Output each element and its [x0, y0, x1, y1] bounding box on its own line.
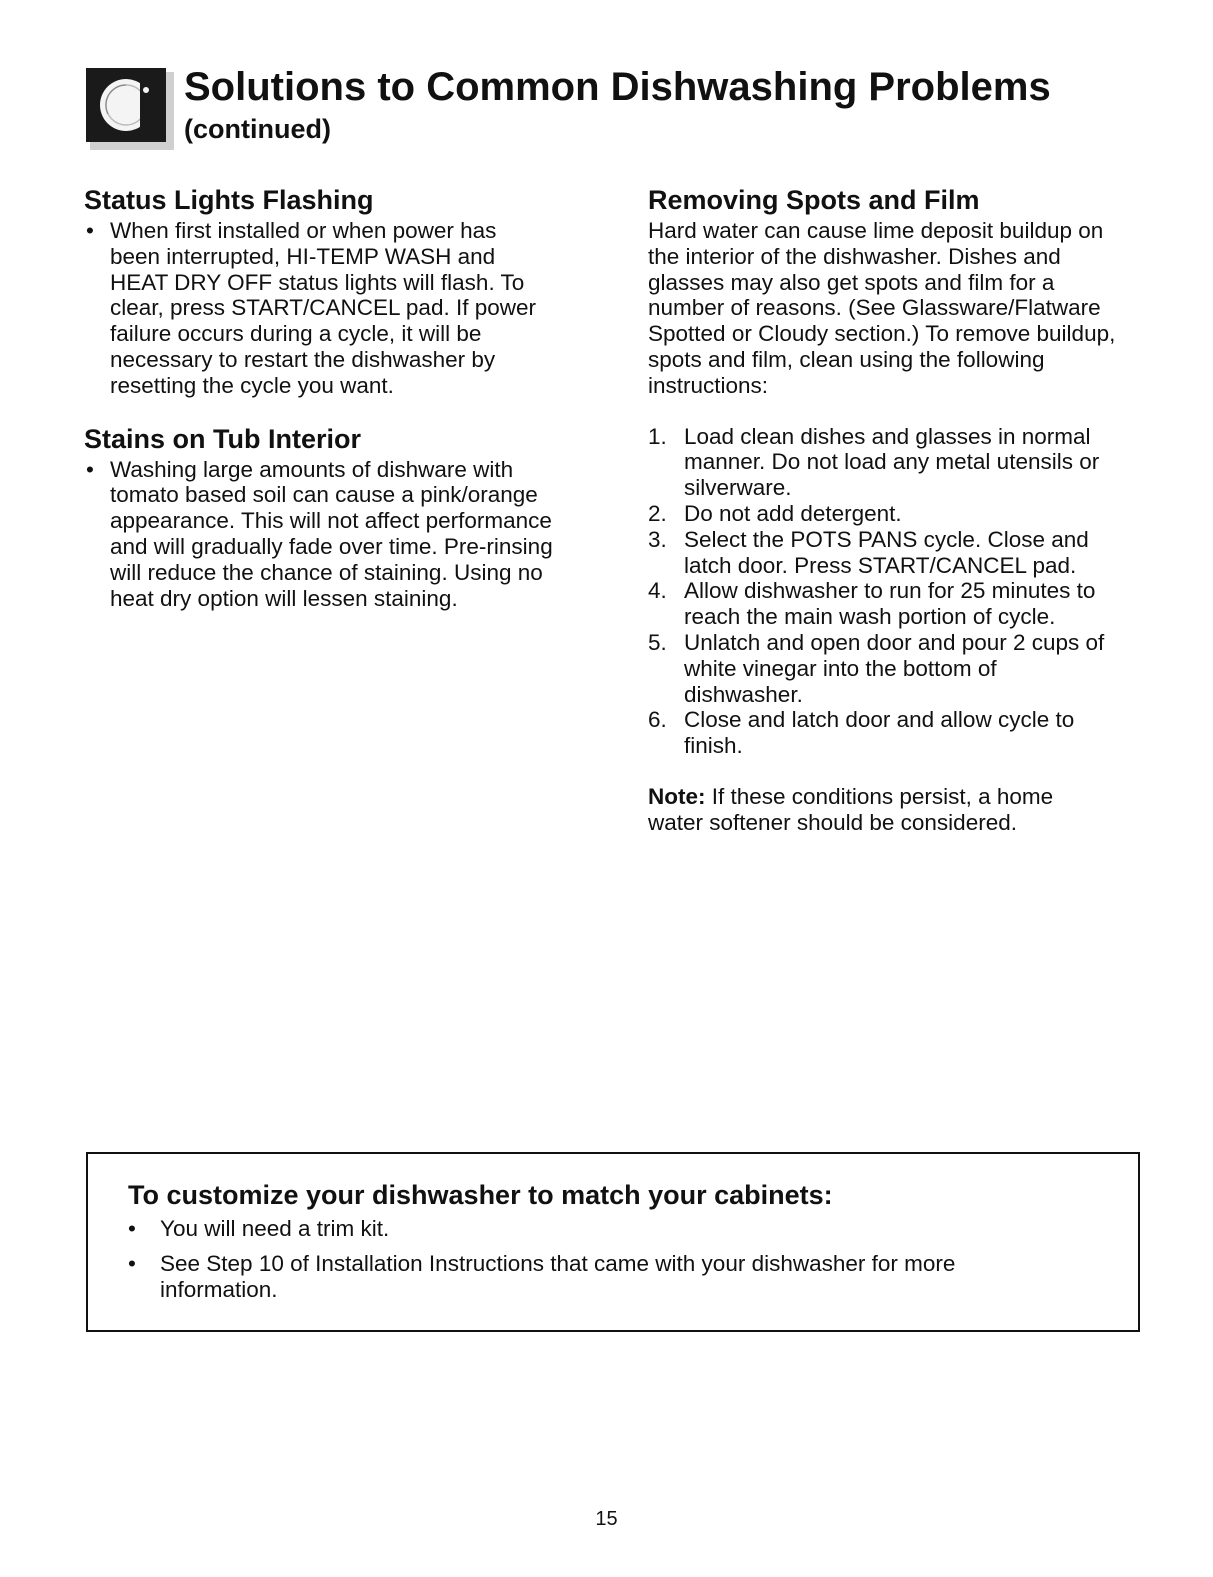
step-number: 4.	[648, 578, 667, 604]
spots-film-heading: Removing Spots and Film	[648, 185, 980, 215]
list-item	[84, 218, 584, 399]
step-item	[648, 527, 1158, 579]
status-lights-list	[84, 218, 584, 399]
customize-box-list	[128, 1216, 1028, 1312]
text-line: Load clean dishes and glasses in normal	[684, 423, 1091, 449]
text-line: Do not add detergent.	[684, 500, 902, 526]
list-item	[128, 1251, 1028, 1303]
text-line: Washing large amounts of dishware with	[110, 456, 514, 482]
text-line: reach the main wash portion of cycle.	[684, 604, 1056, 630]
step-item	[648, 501, 1158, 527]
text-line: clear, press START/CANCEL pad. If power	[110, 295, 536, 321]
step-item	[648, 578, 1158, 630]
text-line: Close and latch door and allow cycle to	[684, 707, 1075, 733]
text-line: water softener should be considered.	[648, 809, 1017, 835]
text-line: necessary to restart the dishwasher by	[110, 346, 496, 372]
text-line: silverware.	[684, 475, 792, 501]
note-text: If these conditions persist, a home	[705, 783, 1054, 809]
text-line: heat dry option will lessen staining.	[110, 585, 458, 611]
bullet-icon: •	[128, 1251, 136, 1276]
note-label: Note:	[648, 783, 706, 809]
spots-film-steps	[648, 424, 1158, 759]
text-line: See Step 10 of Installation Instructions that came with your dishwasher for more	[160, 1251, 956, 1276]
text-line: When first installed or when power has	[110, 218, 497, 243]
list-item	[128, 1216, 1028, 1242]
note-paragraph	[648, 784, 1158, 836]
text-line: finish.	[684, 733, 743, 759]
text-line: the interior of the dishwasher. Dishes and	[648, 243, 1061, 269]
page-subtitle: (continued)	[184, 114, 331, 144]
text-line: will reduce the chance of staining. Using no	[110, 559, 543, 585]
text-line: number of reasons. (See Glassware/Flatware	[648, 295, 1101, 321]
list-item	[84, 457, 584, 612]
text-line: information.	[160, 1277, 278, 1302]
stains-list	[84, 457, 584, 612]
text-line: resetting the cycle you want.	[110, 372, 394, 398]
step-item	[648, 630, 1158, 707]
step-number: 2.	[648, 500, 667, 526]
step-number: 3.	[648, 526, 667, 552]
text-line: instructions:	[648, 372, 769, 398]
bullet-icon: •	[86, 456, 94, 482]
customize-box-title: To customize your dishwasher to match your cabinets:	[128, 1180, 833, 1210]
text-line: tomato based soil can cause a pink/orange	[110, 482, 538, 508]
text-line	[648, 784, 1158, 810]
stains-heading: Stains on Tub Interior	[84, 423, 362, 454]
text-line: Allow dishwasher to run for 25 minutes to	[684, 578, 1096, 604]
status-lights-heading: Status Lights Flashing	[84, 185, 374, 215]
spots-film-intro	[648, 218, 1158, 399]
text-line: been interrupted, HI-TEMP WASH and	[110, 243, 496, 269]
text-line: latch door. Press START/CANCEL pad.	[684, 552, 1077, 578]
step-item	[648, 707, 1158, 759]
text-line: glasses may also get spots and film for a	[648, 269, 1055, 295]
page-number: 15	[595, 1508, 618, 1530]
text-line: HEAT DRY OFF status lights will flash. To	[110, 269, 525, 295]
text-line: and will gradually fade over time. Pre-rinsing	[110, 533, 553, 559]
step-number: 6.	[648, 707, 667, 733]
text-line: Unlatch and open door and pour 2 cups of	[684, 629, 1105, 655]
text-line: dishwasher.	[684, 681, 803, 707]
left-column	[84, 182, 584, 611]
right-column	[648, 182, 1158, 836]
step-number: 1.	[648, 423, 667, 449]
text-line: Select the POTS PANS cycle. Close and	[684, 526, 1089, 552]
step-item	[648, 424, 1158, 501]
step-number: 5.	[648, 629, 667, 655]
text-line: manner. Do not load any metal utensils or	[684, 449, 1100, 475]
dishwasher-section-icon	[86, 68, 174, 150]
text-line: white vinegar into the bottom of	[684, 655, 997, 681]
text-line: You will need a trim kit.	[160, 1216, 390, 1241]
text-line: appearance. This will not affect performance	[110, 508, 552, 534]
text-line: failure occurs during a cycle, it will be	[110, 321, 482, 347]
text-line: spots and film, clean using the following	[648, 346, 1045, 372]
bullet-icon: •	[86, 218, 94, 243]
page-title: Solutions to Common Dishwashing Problems	[184, 65, 1051, 109]
text-line: Spotted or Cloudy section.) To remove buildup,	[648, 321, 1116, 347]
bullet-icon: •	[128, 1216, 136, 1241]
customize-box	[86, 1152, 1140, 1332]
text-line: Hard water can cause lime deposit buildup on	[648, 218, 1104, 243]
